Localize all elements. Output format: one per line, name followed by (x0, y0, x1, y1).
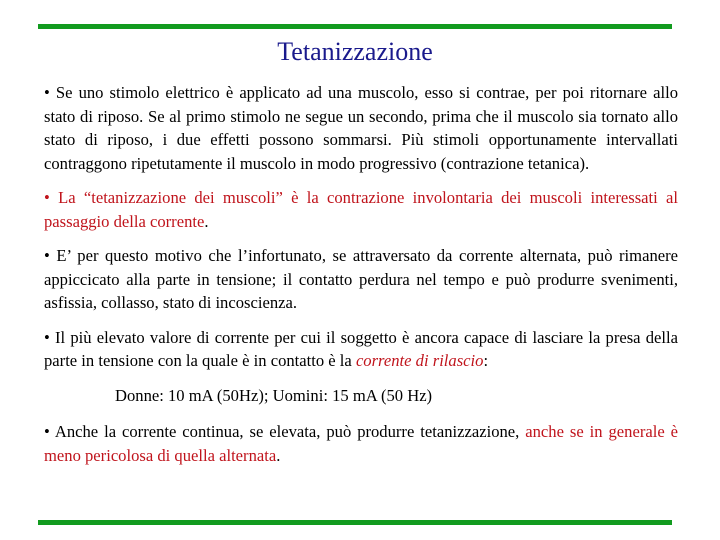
release-current-values: Donne: 10 mA (50Hz); Uomini: 15 mA (50 Hz) (115, 385, 433, 405)
paragraph-continua-highlight: anche se in generale è meno pericolosa di quella alternata (44, 422, 678, 465)
paragraph-corrente-continua (44, 420, 678, 467)
paragraph-stimolo: • Se uno stimolo elettrico è applicato ad una muscolo, esso si contrae, per poi ritornare allo stato di riposo. Se al primo stimolo ne segue un secondo, prima che il muscolo sia tornato allo stato di riposo, i due effetti possono sommarsi. Più stimoli opportunamente intervallati contraggono ripetutamente il muscolo in modo progressivo (contrazione tetanica). (44, 83, 678, 173)
paragraph-corrente-alternata: • E’ per questo motivo che l’infortunato, se attraversato da corrente alternata, può rimanere appiccicato alla parte in tensione; il contatto perdura nel tempo e può produrre svenimenti, asfissia, collasso, stato di incoscienza. (44, 246, 678, 312)
slide-body (44, 81, 678, 478)
term-corrente-di-rilascio: corrente di rilascio (355, 351, 484, 370)
paragraph-continua-text: • Anche la corrente continua, se elevata, può produrre tetanizzazione, (44, 422, 526, 441)
paragraph-tetanizzazione-text: • La “tetanizzazione dei muscoli” è la contrazione involontaria dei muscoli interessati al passaggio della corrente (44, 188, 678, 231)
paragraph-rilascio-end: : (483, 351, 489, 370)
top-divider-bar (38, 24, 672, 29)
paragraph-corrente-rilascio (44, 326, 678, 373)
paragraph-rilascio-text: • Il più elevato valore di corrente per cui il soggetto è ancora capace di lasciare la presa della parte in tensione con la quale è in contatto è la (44, 327, 678, 370)
paragraph-continua-end: . (276, 445, 281, 465)
slide-title: Tetanizzazione (277, 37, 433, 66)
paragraph-tetanizzazione-end: . (204, 211, 209, 231)
bottom-divider-bar (38, 520, 672, 525)
paragraph-tetanizzazione (44, 186, 678, 233)
